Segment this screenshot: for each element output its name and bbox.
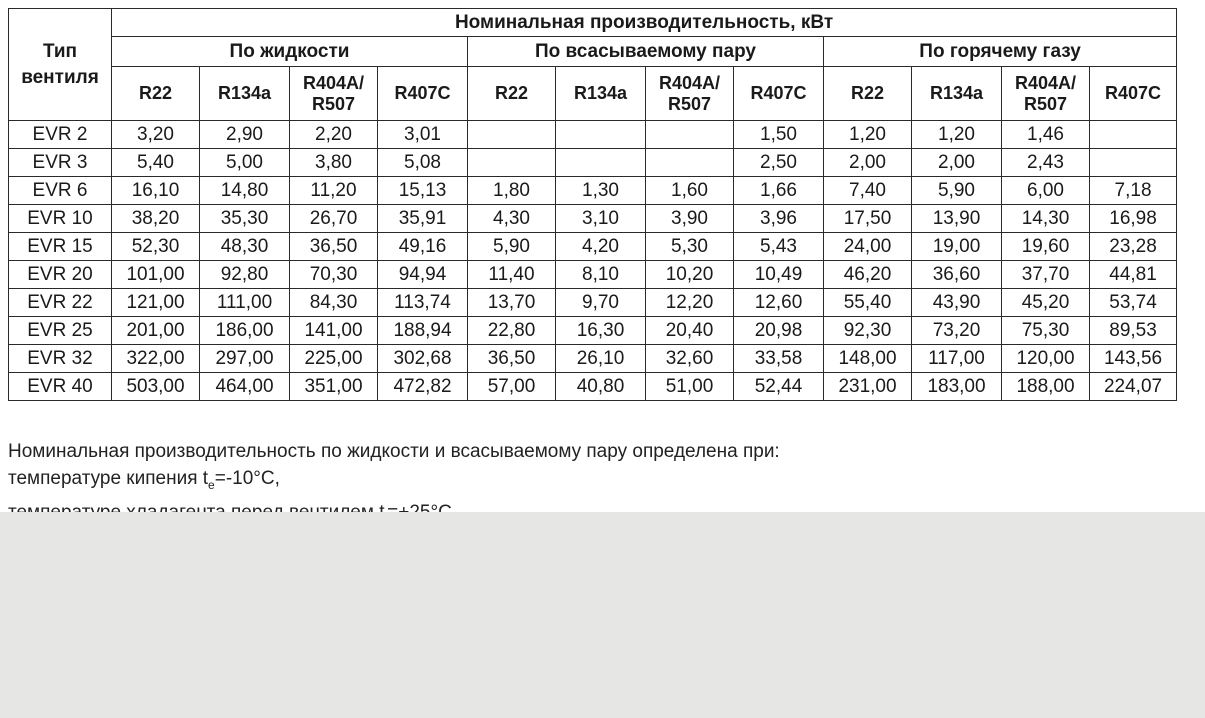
capacity-cell: 2,43 [1002,149,1090,177]
capacity-cell: 36,50 [290,233,378,261]
valve-type-cell: EVR 40 [9,373,112,401]
capacity-cell: 52,30 [112,233,200,261]
capacity-cell: 22,80 [468,317,556,345]
capacity-cell: 14,30 [1002,205,1090,233]
capacity-cell: 8,10 [556,261,646,289]
capacity-cell: 40,80 [556,373,646,401]
capacity-cell: 1,66 [734,177,824,205]
capacity-cell: 55,40 [824,289,912,317]
table-row [9,261,1177,289]
capacity-cell: 94,94 [378,261,468,289]
group-header-suction: По всасываемому пару [468,37,824,67]
valve-type-cell: EVR 25 [9,317,112,345]
capacity-cell: 51,00 [646,373,734,401]
capacity-cell: 19,60 [1002,233,1090,261]
capacity-cell: 13,70 [468,289,556,317]
capacity-cell: 120,00 [1002,345,1090,373]
blank-gray-area [0,512,1205,718]
capacity-cell: 84,30 [290,289,378,317]
valve-type-cell: EVR 32 [9,345,112,373]
capacity-cell: 9,70 [556,289,646,317]
capacity-cell: 3,10 [556,205,646,233]
capacity-cell: 143,56 [1090,345,1177,373]
capacity-cell: 32,60 [646,345,734,373]
valve-type-cell: EVR 20 [9,261,112,289]
capacity-cell: 16,98 [1090,205,1177,233]
capacity-cell: 7,40 [824,177,912,205]
capacity-cell: 5,08 [378,149,468,177]
capacity-cell: 231,00 [824,373,912,401]
type-header-line1: Тип [42,41,78,62]
capacity-cell: 2,00 [912,149,1002,177]
capacity-cell: 322,00 [112,345,200,373]
capacity-cell: 33,58 [734,345,824,373]
table-row [9,345,1177,373]
capacity-cell: 224,07 [1090,373,1177,401]
capacity-cell: 111,00 [200,289,290,317]
capacity-cell: 297,00 [200,345,290,373]
valve-type-cell: EVR 22 [9,289,112,317]
capacity-cell: 92,80 [200,261,290,289]
capacity-cell: 73,20 [912,317,1002,345]
refrigerant-header: R407C [1090,67,1177,121]
capacity-cell: 36,50 [468,345,556,373]
capacity-cell [646,149,734,177]
capacity-cell: 23,28 [1090,233,1177,261]
valve-type-cell: EVR 15 [9,233,112,261]
capacity-cell: 225,00 [290,345,378,373]
capacity-cell: 37,70 [1002,261,1090,289]
refrigerant-header: R134a [556,67,646,121]
valve-type-cell: EVR 6 [9,177,112,205]
capacity-cell: 117,00 [912,345,1002,373]
table-row [9,317,1177,345]
capacity-cell: 188,00 [1002,373,1090,401]
capacity-cell: 7,18 [1090,177,1177,205]
capacity-cell: 351,00 [290,373,378,401]
capacity-cell: 11,40 [468,261,556,289]
capacity-cell: 5,90 [468,233,556,261]
capacity-cell: 186,00 [200,317,290,345]
capacity-cell: 44,81 [1090,261,1177,289]
refrigerant-header-row [9,67,1177,121]
capacity-cell: 49,16 [378,233,468,261]
main-header: Номинальная производительность, кВт [112,9,1177,37]
refrigerant-header: R407C [378,67,468,121]
capacity-cell: 43,90 [912,289,1002,317]
capacity-cell: 1,50 [734,121,824,149]
refrigerant-header: R134a [200,67,290,121]
refrigerant-header: R134a [912,67,1002,121]
capacity-cell: 12,60 [734,289,824,317]
note-line-1: Номинальная производительность по жидкости и всасываемому пару определена при: [8,441,780,462]
valve-type-cell: EVR 2 [9,121,112,149]
capacity-cell: 5,43 [734,233,824,261]
refrigerant-header: R404A/ R507 [646,67,734,121]
capacity-cell: 503,00 [112,373,200,401]
table-row [9,121,1177,149]
refrigerant-header: R22 [112,67,200,121]
capacity-cell: 121,00 [112,289,200,317]
capacity-cell: 1,20 [912,121,1002,149]
capacity-cell: 16,10 [112,177,200,205]
capacity-cell: 3,20 [112,121,200,149]
capacity-cell: 70,30 [290,261,378,289]
capacity-cell: 53,74 [1090,289,1177,317]
capacity-cell: 48,30 [200,233,290,261]
capacity-cell: 52,44 [734,373,824,401]
refrigerant-header: R407C [734,67,824,121]
capacity-cell: 12,20 [646,289,734,317]
capacity-cell [468,121,556,149]
capacity-cell: 16,30 [556,317,646,345]
capacity-cell: 13,90 [912,205,1002,233]
capacity-cell: 4,20 [556,233,646,261]
capacity-cell: 2,90 [200,121,290,149]
capacity-cell: 113,74 [378,289,468,317]
capacity-cell: 3,96 [734,205,824,233]
capacity-cell: 201,00 [112,317,200,345]
capacity-cell: 1,20 [824,121,912,149]
table-row [9,289,1177,317]
capacity-cell: 36,60 [912,261,1002,289]
capacity-cell: 472,82 [378,373,468,401]
capacity-cell: 1,60 [646,177,734,205]
type-header [9,9,112,121]
capacity-cell: 38,20 [112,205,200,233]
capacity-cell [556,121,646,149]
capacity-cell [646,121,734,149]
capacity-cell: 20,40 [646,317,734,345]
capacity-cell [468,149,556,177]
capacity-cell: 15,13 [378,177,468,205]
capacity-cell: 1,80 [468,177,556,205]
capacity-cell: 3,01 [378,121,468,149]
capacity-cell: 1,46 [1002,121,1090,149]
capacity-cell [556,149,646,177]
capacity-cell: 19,00 [912,233,1002,261]
capacity-cell: 35,30 [200,205,290,233]
capacity-cell: 5,00 [200,149,290,177]
refrigerant-header: R22 [468,67,556,121]
group-header-hotgas: По горячему газу [824,37,1177,67]
capacity-table [8,8,1177,401]
capacity-cell: 45,20 [1002,289,1090,317]
capacity-cell: 57,00 [468,373,556,401]
capacity-cell: 2,00 [824,149,912,177]
capacity-cell: 17,50 [824,205,912,233]
capacity-cell [1090,149,1177,177]
capacity-cell: 2,50 [734,149,824,177]
refrigerant-header: R22 [824,67,912,121]
capacity-cell: 1,30 [556,177,646,205]
capacity-cell: 26,70 [290,205,378,233]
table-row [9,177,1177,205]
capacity-cell: 4,30 [468,205,556,233]
capacity-cell: 35,91 [378,205,468,233]
capacity-cell: 5,30 [646,233,734,261]
capacity-cell: 2,20 [290,121,378,149]
capacity-cell [1090,121,1177,149]
capacity-cell: 46,20 [824,261,912,289]
capacity-cell: 5,40 [112,149,200,177]
table-body [9,121,1177,401]
valve-type-cell: EVR 3 [9,149,112,177]
capacity-cell: 464,00 [200,373,290,401]
capacity-cell: 75,30 [1002,317,1090,345]
capacity-cell: 26,10 [556,345,646,373]
capacity-cell: 3,80 [290,149,378,177]
refrigerant-header: R404A/ R507 [290,67,378,121]
capacity-cell: 6,00 [1002,177,1090,205]
capacity-cell: 10,49 [734,261,824,289]
capacity-cell: 183,00 [912,373,1002,401]
table-row [9,233,1177,261]
capacity-cell: 101,00 [112,261,200,289]
table-row [9,373,1177,401]
refrigerant-header: R404A/ R507 [1002,67,1090,121]
table-row [9,149,1177,177]
capacity-cell: 14,80 [200,177,290,205]
capacity-cell: 148,00 [824,345,912,373]
capacity-cell: 24,00 [824,233,912,261]
capacity-cell: 302,68 [378,345,468,373]
table-row [9,205,1177,233]
capacity-cell: 141,00 [290,317,378,345]
capacity-cell: 92,30 [824,317,912,345]
capacity-cell: 10,20 [646,261,734,289]
group-header-liquid: По жидкости [112,37,468,67]
capacity-cell: 11,20 [290,177,378,205]
valve-type-cell: EVR 10 [9,205,112,233]
note-line-2: температуре кипения $t_e=-10^\circ C$, [8,468,280,492]
capacity-cell: 3,90 [646,205,734,233]
type-header-line2: вентиля [21,67,99,88]
capacity-cell: 5,90 [912,177,1002,205]
capacity-cell: 20,98 [734,317,824,345]
capacity-cell: 188,94 [378,317,468,345]
capacity-cell: 89,53 [1090,317,1177,345]
